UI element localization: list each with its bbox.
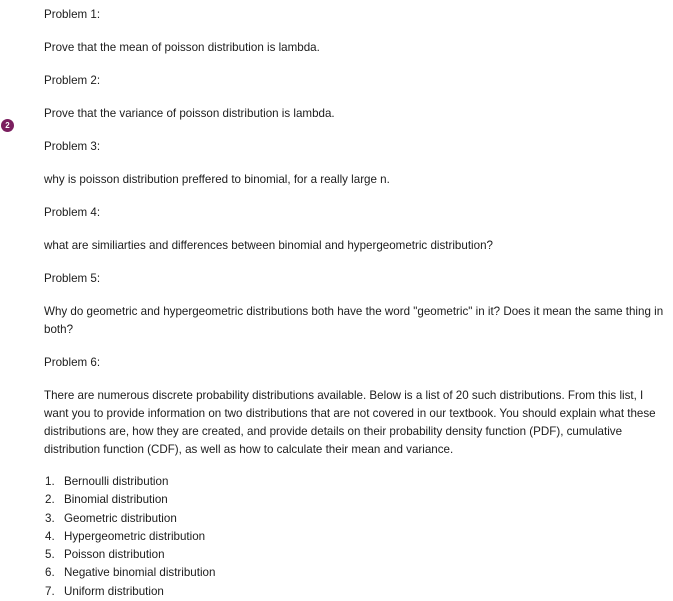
problem-5-text: Why do geometric and hypergeometric distributions both have the word "geometric" in it? Does it mean the same thing in both?: [44, 305, 664, 336]
problem-2: [44, 72, 666, 123]
list-item-number: 5.: [45, 548, 55, 562]
problem-2-heading: Problem 2:: [44, 74, 101, 87]
list-item: [44, 473, 666, 491]
list-item-number: 3.: [45, 511, 55, 525]
list-item: [44, 528, 666, 546]
list-item-number: 1.: [45, 475, 55, 488]
list-item-label: Bernoulli distribution: [64, 475, 169, 488]
problem-1: [44, 6, 666, 57]
problem-2-text: Prove that the variance of poisson distribution is lambda.: [44, 107, 335, 120]
list-item-label: Hypergeometric distribution: [64, 529, 206, 543]
problem-4: [44, 204, 666, 255]
list-item-number: 7.: [45, 584, 55, 598]
problem-5: [44, 270, 666, 339]
notification-badge[interactable]: 2: [1, 119, 14, 132]
list-item-label: Uniform distribution: [64, 584, 164, 598]
list-item-label: Binomial distribution: [64, 493, 168, 507]
problem-6-heading: Problem 6:: [44, 356, 101, 369]
list-item: [44, 491, 666, 509]
problem-6-text: There are numerous discrete probability distributions available. Below is a list of 20 such distributions. From this list, I want you to provide information on two distributions that are not covered in our textbook. You should explain what these distributions are, how they are created, and provide details on their probability density function (PDF), cumulative distribution function (CDF), as well as how to calculate their mean and variance.: [44, 389, 656, 456]
problem-3-text: why is poisson distribution preffered to binomial, for a really large n.: [44, 173, 390, 186]
list-item-label: Negative binomial distribution: [64, 566, 216, 580]
problem-3: [44, 138, 666, 189]
list-item: [44, 546, 666, 564]
list-item: [44, 564, 666, 582]
problem-1-heading: Problem 1:: [44, 8, 101, 21]
distribution-list: [44, 473, 666, 601]
problem-6: [44, 354, 666, 459]
problem-4-text: what are similiarties and differences between binomial and hypergeometric distribution?: [44, 239, 493, 252]
list-item: [44, 583, 666, 601]
list-item-label: Geometric distribution: [64, 511, 177, 525]
list-item-label: Poisson distribution: [64, 548, 165, 562]
list-item-number: 2.: [45, 493, 55, 507]
list-item-number: 6.: [45, 566, 55, 580]
problem-3-heading: Problem 3:: [44, 140, 101, 153]
problem-4-heading: Problem 4:: [44, 206, 101, 219]
list-item: [44, 510, 666, 528]
list-item-number: 4.: [45, 529, 55, 543]
document: [44, 6, 666, 601]
problem-1-text: Prove that the mean of poisson distribution is lambda.: [44, 41, 320, 54]
problem-5-heading: Problem 5:: [44, 272, 101, 285]
